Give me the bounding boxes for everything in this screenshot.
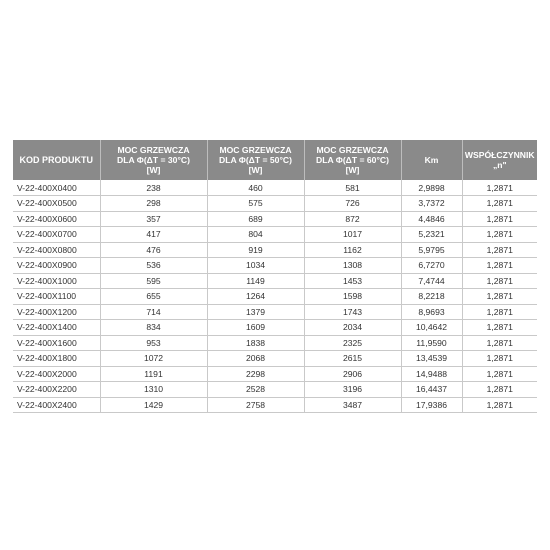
heating-power-table (13, 140, 537, 413)
cell-power-dt50: 804 (207, 227, 304, 243)
cell-product-code: V-22-400X1800 (13, 351, 100, 367)
cell-km: 2,9898 (401, 180, 462, 196)
cell-power-dt50: 460 (207, 180, 304, 196)
cell-km: 16,4437 (401, 382, 462, 398)
table-row (13, 289, 537, 305)
header-power-dt30 (100, 140, 207, 180)
header-power-dt50-line2: DLA Φ(ΔT = 50°C) (219, 155, 292, 165)
header-power-dt50 (207, 140, 304, 180)
cell-product-code: V-22-400X0700 (13, 227, 100, 243)
header-power-dt60-line3: [W] (345, 165, 360, 175)
cell-power-dt60: 3487 (304, 397, 401, 413)
cell-power-dt30: 417 (100, 227, 207, 243)
cell-km: 10,4642 (401, 320, 462, 336)
cell-power-dt60: 2906 (304, 366, 401, 382)
cell-power-dt50: 919 (207, 242, 304, 258)
cell-power-dt30: 1310 (100, 382, 207, 398)
table-row (13, 397, 537, 413)
cell-power-dt60: 3196 (304, 382, 401, 398)
cell-power-dt30: 1191 (100, 366, 207, 382)
table-row (13, 242, 537, 258)
cell-km: 14,9488 (401, 366, 462, 382)
cell-km: 5,2321 (401, 227, 462, 243)
cell-product-code: V-22-400X1400 (13, 320, 100, 336)
header-coefficient-n-line1: WSPÓŁCZYNNIK (464, 150, 535, 160)
cell-product-code: V-22-400X2400 (13, 397, 100, 413)
header-km: Km (401, 140, 462, 180)
cell-power-dt30: 595 (100, 273, 207, 289)
cell-power-dt50: 1149 (207, 273, 304, 289)
cell-power-dt60: 1308 (304, 258, 401, 274)
cell-product-code: V-22-400X0900 (13, 258, 100, 274)
cell-power-dt50: 1838 (207, 335, 304, 351)
table-row (13, 320, 537, 336)
cell-km: 7,4744 (401, 273, 462, 289)
header-power-dt30-line3: [W] (146, 165, 161, 175)
cell-power-dt60: 2034 (304, 320, 401, 336)
cell-power-dt30: 298 (100, 196, 207, 212)
table-row (13, 382, 537, 398)
header-power-dt50-line1: MOC GRZEWCZA (219, 145, 292, 155)
cell-power-dt30: 953 (100, 335, 207, 351)
table-row (13, 335, 537, 351)
cell-power-dt60: 581 (304, 180, 401, 196)
cell-power-dt50: 2298 (207, 366, 304, 382)
header-product-code: KOD PRODUKTU (13, 140, 100, 180)
cell-power-dt60: 1598 (304, 289, 401, 305)
cell-coefficient-n: 1,2871 (462, 258, 537, 274)
cell-power-dt60: 2615 (304, 351, 401, 367)
cell-coefficient-n: 1,2871 (462, 196, 537, 212)
cell-power-dt30: 357 (100, 211, 207, 227)
table-row (13, 211, 537, 227)
cell-coefficient-n: 1,2871 (462, 304, 537, 320)
header-power-dt60-line2: DLA Φ(ΔT = 60°C) (316, 155, 389, 165)
cell-coefficient-n: 1,2871 (462, 351, 537, 367)
cell-power-dt30: 714 (100, 304, 207, 320)
spec-sheet (13, 140, 537, 413)
cell-km: 8,9693 (401, 304, 462, 320)
cell-power-dt50: 575 (207, 196, 304, 212)
cell-power-dt30: 655 (100, 289, 207, 305)
cell-coefficient-n: 1,2871 (462, 289, 537, 305)
cell-coefficient-n: 1,2871 (462, 366, 537, 382)
cell-product-code: V-22-400X1200 (13, 304, 100, 320)
cell-power-dt50: 689 (207, 211, 304, 227)
cell-power-dt60: 2325 (304, 335, 401, 351)
header-power-dt30-line2: DLA Φ(ΔT = 30°C) (117, 155, 190, 165)
table-row (13, 180, 537, 196)
cell-km: 11,9590 (401, 335, 462, 351)
cell-product-code: V-22-400X2000 (13, 366, 100, 382)
table-header-row (13, 140, 537, 180)
cell-km: 17,9386 (401, 397, 462, 413)
cell-km: 6,7270 (401, 258, 462, 274)
cell-power-dt60: 1743 (304, 304, 401, 320)
cell-coefficient-n: 1,2871 (462, 382, 537, 398)
cell-power-dt50: 1379 (207, 304, 304, 320)
cell-coefficient-n: 1,2871 (462, 242, 537, 258)
header-power-dt60 (304, 140, 401, 180)
cell-product-code: V-22-400X0800 (13, 242, 100, 258)
cell-product-code: V-22-400X1100 (13, 289, 100, 305)
header-power-dt30-line1: MOC GRZEWCZA (117, 145, 190, 155)
cell-coefficient-n: 1,2871 (462, 320, 537, 336)
header-coefficient-n-line2: „n" (492, 160, 507, 170)
table-row (13, 304, 537, 320)
cell-km: 8,2218 (401, 289, 462, 305)
cell-product-code: V-22-400X0600 (13, 211, 100, 227)
table-row (13, 227, 537, 243)
cell-km: 3,7372 (401, 196, 462, 212)
header-coefficient-n (462, 140, 537, 180)
cell-product-code: V-22-400X0400 (13, 180, 100, 196)
cell-power-dt50: 2068 (207, 351, 304, 367)
cell-power-dt60: 1017 (304, 227, 401, 243)
cell-power-dt50: 1609 (207, 320, 304, 336)
cell-power-dt50: 1264 (207, 289, 304, 305)
table-row (13, 366, 537, 382)
cell-power-dt50: 2758 (207, 397, 304, 413)
cell-power-dt30: 1429 (100, 397, 207, 413)
table-row (13, 196, 537, 212)
cell-coefficient-n: 1,2871 (462, 211, 537, 227)
cell-coefficient-n: 1,2871 (462, 180, 537, 196)
cell-power-dt50: 2528 (207, 382, 304, 398)
cell-power-dt60: 726 (304, 196, 401, 212)
cell-power-dt60: 1453 (304, 273, 401, 289)
cell-power-dt30: 536 (100, 258, 207, 274)
cell-power-dt60: 872 (304, 211, 401, 227)
cell-power-dt30: 834 (100, 320, 207, 336)
header-power-dt60-line1: MOC GRZEWCZA (316, 145, 389, 155)
cell-product-code: V-22-400X1000 (13, 273, 100, 289)
cell-coefficient-n: 1,2871 (462, 273, 537, 289)
cell-product-code: V-22-400X0500 (13, 196, 100, 212)
cell-product-code: V-22-400X1600 (13, 335, 100, 351)
cell-power-dt50: 1034 (207, 258, 304, 274)
cell-power-dt60: 1162 (304, 242, 401, 258)
table-row (13, 258, 537, 274)
table-row (13, 351, 537, 367)
cell-km: 4,4846 (401, 211, 462, 227)
table-row (13, 273, 537, 289)
cell-coefficient-n: 1,2871 (462, 335, 537, 351)
cell-coefficient-n: 1,2871 (462, 397, 537, 413)
cell-power-dt30: 1072 (100, 351, 207, 367)
cell-power-dt30: 476 (100, 242, 207, 258)
cell-power-dt30: 238 (100, 180, 207, 196)
cell-km: 5,9795 (401, 242, 462, 258)
table-body (13, 180, 537, 413)
cell-km: 13,4539 (401, 351, 462, 367)
header-power-dt50-line3: [W] (248, 165, 263, 175)
cell-coefficient-n: 1,2871 (462, 227, 537, 243)
cell-product-code: V-22-400X2200 (13, 382, 100, 398)
